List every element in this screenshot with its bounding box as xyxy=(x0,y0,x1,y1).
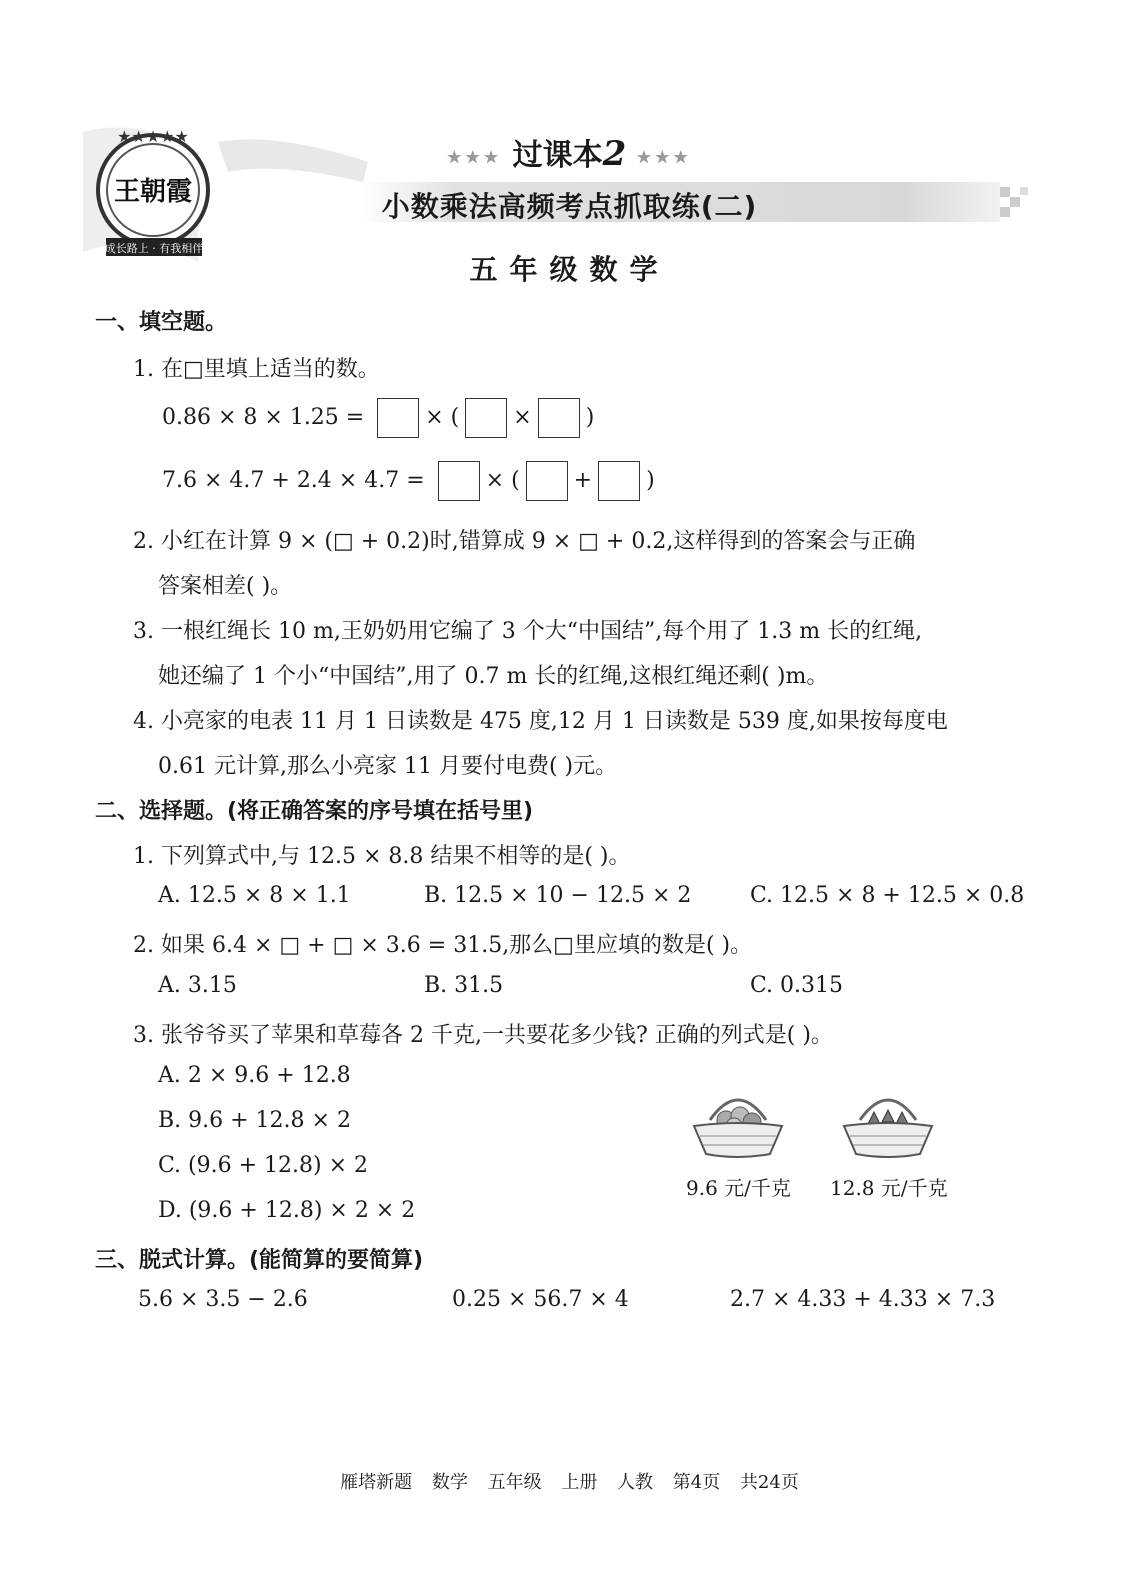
section2-heading: 二、选择题。(将正确答案的序号填在括号里) xyxy=(95,799,534,824)
subject-title: 五年级数学 xyxy=(469,253,670,286)
s3-item-1: 5.6 × 3.5 − 2.6 xyxy=(138,1287,308,1312)
series-number: 2 xyxy=(602,134,627,174)
eq1-op2: × xyxy=(513,405,532,430)
series-stars-left: ★★★ xyxy=(447,147,503,167)
s2-q2-option-c: C. 0.315 xyxy=(750,973,844,998)
eq2-op1: × ( xyxy=(485,468,520,493)
s1-q2-line1: 2. 小红在计算 9 × (□ + 0.2)时,错算成 9 × □ + 0.2,这样得到的答案会与正确 xyxy=(133,529,916,554)
apple-basket-icon xyxy=(688,1080,788,1160)
eq1-close: ) xyxy=(585,405,595,430)
s1-q3-line2: 她还编了 1 个小“中国结”,用了 0.7 m 长的红绳,这根红绳还剩( )m。 xyxy=(158,664,829,689)
series-stars-right: ★★★ xyxy=(636,147,692,167)
series-text: 过课本 xyxy=(512,138,603,173)
answer-box[interactable] xyxy=(598,461,640,501)
svg-text:★★★★★: ★★★★★ xyxy=(117,127,189,146)
s2-q1-option-b: B. 12.5 × 10 − 12.5 × 2 xyxy=(424,883,692,908)
answer-box[interactable] xyxy=(438,461,480,501)
s2-q3-option-d: D. (9.6 + 12.8) × 2 × 2 xyxy=(158,1198,416,1223)
s2-q3-option-b: B. 9.6 + 12.8 × 2 xyxy=(158,1108,351,1133)
s2-q3-option-a: A. 2 × 9.6 + 12.8 xyxy=(158,1063,351,1088)
answer-box[interactable] xyxy=(526,461,568,501)
s2-q2-text: 2. 如果 6.4 × □ + □ × 3.6 = 31.5,那么□里应填的数是( )。 xyxy=(133,933,753,958)
strawberry-price: 12.8 元/千克 xyxy=(830,1176,948,1200)
eq2-close: ) xyxy=(646,468,655,493)
s2-q3-option-c: C. (9.6 + 12.8) × 2 xyxy=(158,1153,369,1178)
s3-item-3: 2.7 × 4.33 + 4.33 × 7.3 xyxy=(730,1287,996,1312)
answer-box[interactable] xyxy=(377,398,419,438)
series-heading xyxy=(0,130,1139,174)
s1-q1-equation2 xyxy=(162,461,655,501)
answer-box[interactable] xyxy=(538,398,580,438)
strawberry-basket-icon xyxy=(838,1080,938,1160)
s1-q2-line2: 答案相差( )。 xyxy=(158,574,293,599)
s2-q3-text: 3. 张爷爷买了苹果和草莓各 2 千克,一共要花多少钱? 正确的列式是( )。 xyxy=(133,1023,833,1048)
s2-q1-option-c: C. 12.5 × 8 + 12.5 × 0.8 xyxy=(750,883,1025,908)
s1-q3-line1: 3. 一根红绳长 10 m,王奶奶用它编了 3 个大“中国结”,每个用了 1.3 m 长的红绳, xyxy=(133,619,923,644)
apple-price: 9.6 元/千克 xyxy=(686,1176,791,1200)
page-title: 小数乘法高频考点抓取练(二) xyxy=(381,190,758,223)
s1-q1-text: 1. 在□里填上适当的数。 xyxy=(133,357,380,382)
s2-q1-option-a: A. 12.5 × 8 × 1.1 xyxy=(158,883,351,908)
eq1-left: 0.86 × 8 × 1.25 = xyxy=(162,405,365,430)
s2-q1-text: 1. 下列算式中,与 12.5 × 8.8 结果不相等的是( )。 xyxy=(133,844,631,869)
s1-q1-equation1 xyxy=(162,398,594,438)
eq2-left: 7.6 × 4.7 + 2.4 × 4.7 = xyxy=(162,468,425,493)
section1-heading: 一、填空题。 xyxy=(95,310,228,335)
logo-text: 王朝霞 xyxy=(113,177,193,207)
s1-q4-line1: 4. 小亮家的电表 11 月 1 日读数是 475 度,12 月 1 日读数是 539 度,如果按每度电 xyxy=(133,709,948,734)
s1-q4-line2: 0.61 元计算,那么小亮家 11 月要付电费( )元。 xyxy=(158,754,618,779)
s2-q2-option-a: A. 3.15 xyxy=(158,973,237,998)
logo-band-text: 成长路上 · 有我相伴 xyxy=(104,242,204,255)
answer-box[interactable] xyxy=(465,398,507,438)
eq2-op2: + xyxy=(573,468,593,493)
eq1-op1: × ( xyxy=(425,405,460,430)
s2-q2-option-b: B. 31.5 xyxy=(424,973,504,998)
section3-heading: 三、脱式计算。(能简算的要简算) xyxy=(95,1248,424,1273)
s3-item-2: 0.25 × 56.7 × 4 xyxy=(452,1287,629,1312)
page-footer: 雁塔新题 数学 五年级 上册 人教 第4页 共24页 xyxy=(340,1472,799,1493)
